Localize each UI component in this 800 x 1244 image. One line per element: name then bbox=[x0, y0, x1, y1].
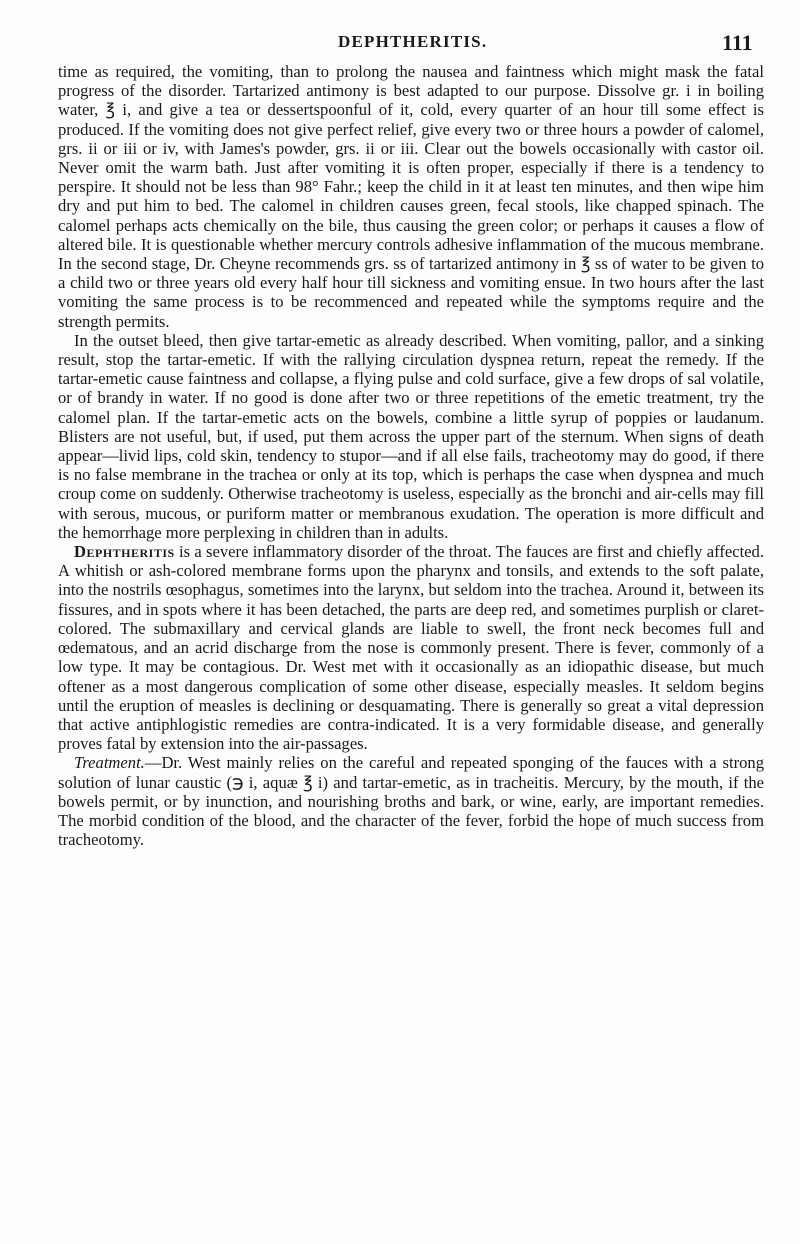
paragraph-outset-bleed: In the outset bleed, then give tartar-emetic as already described. When vomiting, pallor, and a sinking result, stop the tartar-emetic. If with the rallying circulation dyspnea return, repeat the remedy. If the tartar-emetic cause faintness and collapse, a flying pulse and cold surface, give a few drops of sal volatile, or of brandy in water. If no good is done after two or three repetitions of the emetic treatment, try the calomel plan. If the tartar-emetic acts on the bowels, combine a little syrup of poppies or laudanum. Blisters are not useful, but, if used, put them across the upper part of the sternum. When signs of death appear—livid lips, cold skin, tendency to stupor—and if all else fails, tracheotomy may do good, if there is no false membrane in the trachea or only at its top, which is perhaps the case when dyspnea and much croup come on suddenly. Otherwise tracheotomy is useless, especially as the bronchi and air-cells may fill with serous, mucous, or puriform matter or membranous exudation. The operation is more difficult and the hemorrhage more perplexing in children than in adults. bbox=[58, 330, 764, 542]
paragraph-dephtheritis bbox=[58, 542, 764, 753]
paragraph-treatment bbox=[58, 753, 764, 849]
section-heading-dephtheritis: Dephtheritis bbox=[74, 542, 175, 562]
paragraph-treatment-text: —Dr. West mainly relies on the careful and repeated sponging of the fauces with a strong solution of lunar caustic (℈ i, aquæ ℥ i) and tartar-emetic, as in tracheitis. Mercury, by the mouth, if the bowels permit, or by inunction, and nourishing broths and bark, or wine, early, are important remedies. The morbid condition of the blood, and the character of the fever, forbid the hope of much success from tracheotomy. bbox=[58, 753, 764, 850]
body-text bbox=[58, 62, 764, 849]
running-header bbox=[0, 30, 800, 60]
running-title: DEPHTHERITIS. bbox=[338, 32, 488, 51]
paragraph-treatment-continued: time as required, the vomiting, than to prolong the nausea and faintness which might mask the fatal progress of the disorder. Tartarized antimony is best adapted to our purpose. Dissolve gr. i in boiling water, ℥ i, and give a tea or dessertspoonful of it, cold, every quarter of an hour till some effect is produced. If the vomiting does not give perfect relief, give every two or three hours a powder of calomel, grs. ii or iii or iv, with James's powder, grs. ii or iii. Clear out the bowels occasionally with castor oil. Never omit the warm bath. Just after vomiting it is often proper, especially if there is a tendency to perspire. It should not be less than 98° Fahr.; keep the child in it at least ten minutes, and then wipe him dry and put him to bed. The calomel in children causes green, fecal stools, like chapped spinach. The calomel perhaps acts chemically on the bile, thus causing the green color; or perhaps it causes a flow of altered bile. It is questionable whether mercury controls adhesive inflammation of the mucous membrane. In the second stage, Dr. Cheyne recommends grs. ss of tartarized antimony in ℥ ss of water to be given to a child two or three years old every half hour till sickness and vomiting ensue. In two hours after the last vomiting the same process is to be recommenced and repeated while the symptoms require and the strength permits. bbox=[58, 62, 764, 331]
page-number: 111 bbox=[722, 30, 753, 55]
paragraph-dephtheritis-text: is a severe inflammatory disorder of the throat. The fauces are first and chiefly affected. A whitish or ash-colored membrane forms upon the pharynx and tonsils, and extends to the soft palate, into the nostrils œsophagus, sometimes into the larynx, but seldom into the trachea. Around it, between its fissures, and in spots where it has been detached, the parts are deep red, and sometimes purplish or claret-colored. The submaxillary and cervical glands are liable to swell, the front neck becomes full and œdematous, and an acrid discharge from the nose is commonly present. There is fever, commonly of a low type. It may be contagious. Dr. West met with it occasionally as an idiopathic disease, but much oftener as a most dangerous complication of some other disease, especially measles. It seldom begins until the eruption of measles is declining or desquamating. There is generally so great a vital depression that active antiphlogistic remedies are contra-indicated. It is a very formidable disease, and generally proves fatal by extension into the air-passages. bbox=[58, 542, 764, 754]
treatment-heading: Treatment. bbox=[74, 753, 145, 773]
